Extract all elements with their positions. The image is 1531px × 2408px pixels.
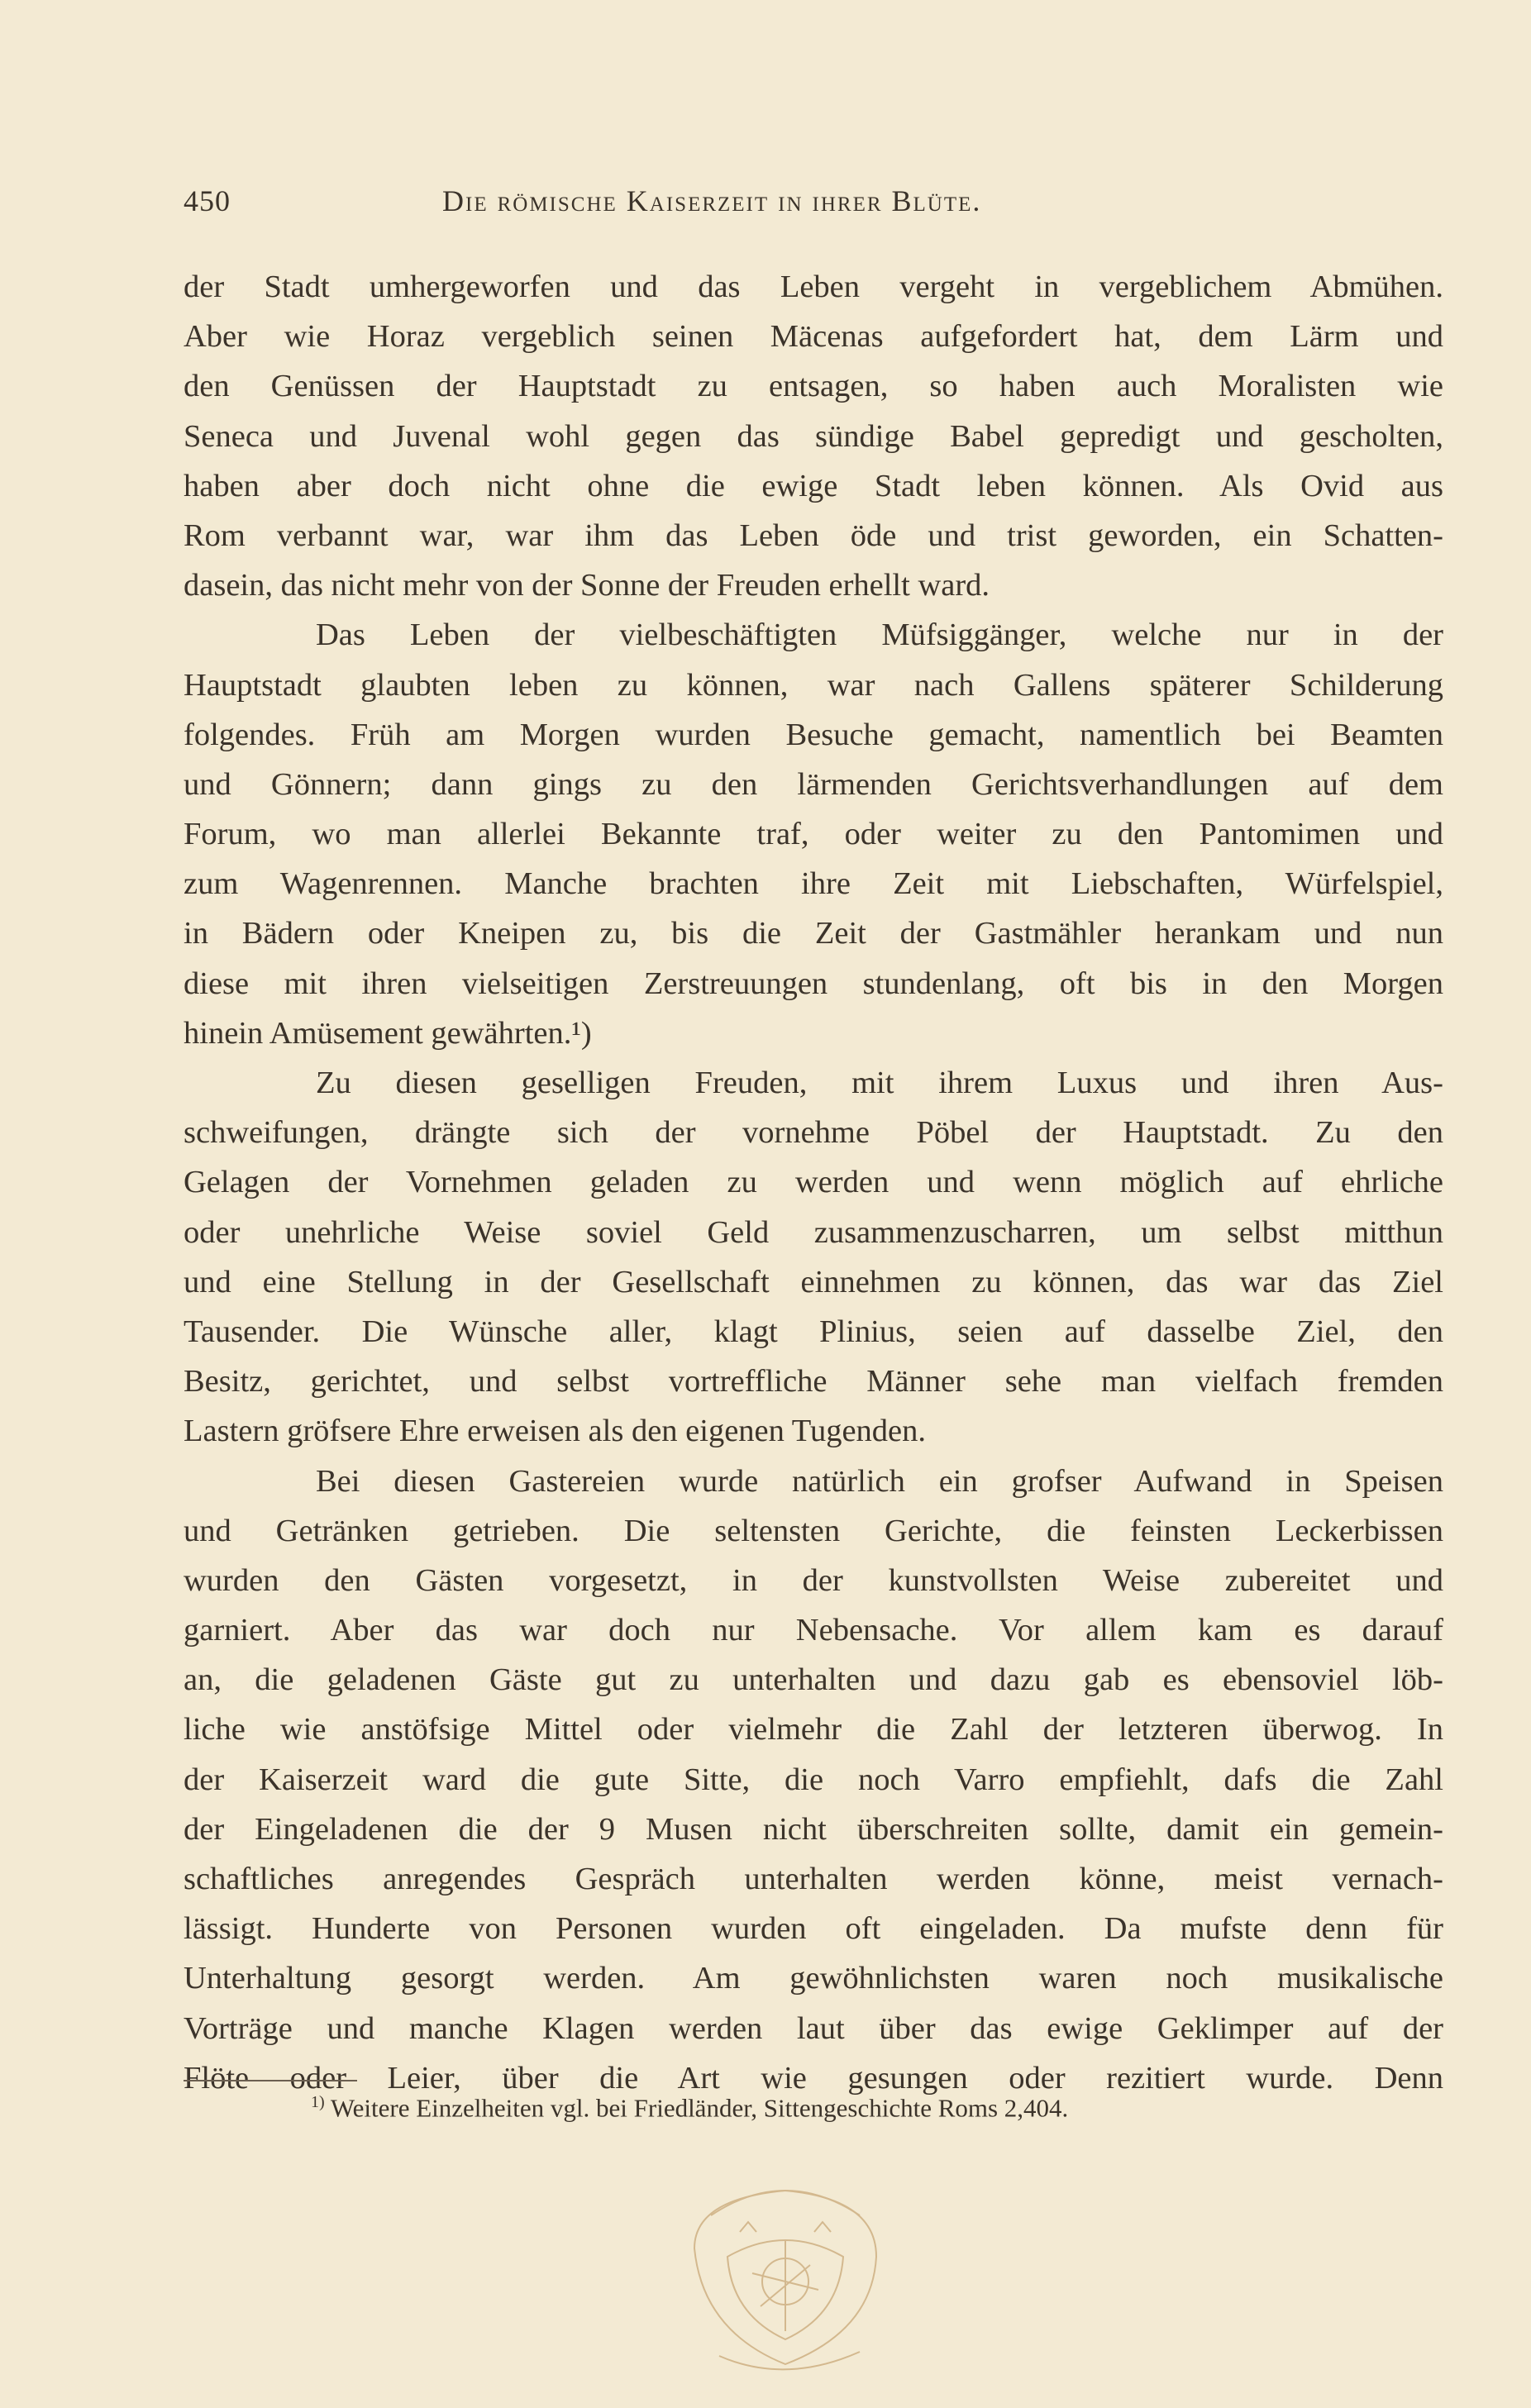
text-line: zum Wagenrennen. Manche brachten ihre Zeit mit Liebschaften, Würfelspiel, [184, 866, 1443, 902]
text-line: Lastern gröfsere Ehre erweisen als den eigenen Tugenden. [184, 1414, 927, 1449]
body-text [184, 262, 1443, 2103]
text-line: Rom verbannt war, war ihm das Leben öde und trist geworden, ein Schatten- [184, 517, 1443, 553]
text-line: garniert. Aber das war doch nur Nebensache. Vor allem kam es darauf [184, 1613, 1443, 1648]
text-line: schweifungen, drängte sich der vornehme Pöbel der Hauptstadt. Zu den [184, 1115, 1443, 1151]
text-line: und Gönnern; dann gings zu den lärmenden Gerichtsverhandlungen auf dem [184, 766, 1443, 802]
text-line: Gelagen der Vornehmen geladen zu werden und wenn möglich auf ehrliche [184, 1165, 1443, 1200]
footnote [311, 2093, 1386, 2123]
text-line: Das Leben der vielbeschäftigten Müfsiggänger, welche nur in der [316, 617, 1443, 653]
text-line: Unterhaltung gesorgt werden. Am gewöhnlichsten waren noch musikalische [184, 1961, 1443, 1996]
footnote-marker: 1) [311, 2093, 325, 2111]
text-line: Bei diesen Gastereien wurde natürlich ein grofser Aufwand in Speisen [316, 1463, 1443, 1499]
text-line: Seneca und Juvenal wohl gegen das sündige Babel gepredigt und gescholten, [184, 418, 1443, 454]
text-line: Zu diesen geselligen Freuden, mit ihrem Luxus und ihren Aus- [316, 1066, 1443, 1100]
footnote-rule [184, 2080, 357, 2081]
text-line: Flöte oder Leier, über die Art wie gesungen oder rezitiert wurde. Denn [184, 2060, 1443, 2096]
text-line: lässigt. Hunderte von Personen wurden oft eingeladen. Da mufste denn für [184, 1911, 1443, 1947]
text-line: liche wie anstöfsige Mittel oder vielmehr die Zahl der letzteren überwog. In [184, 1712, 1443, 1748]
text-line: der Eingeladenen die der 9 Musen nicht überschreiten sollte, damit ein gemein- [184, 1811, 1443, 1847]
text-line: den Genüssen der Hauptstadt zu entsagen, so haben auch Moralisten wie [184, 369, 1443, 404]
footnote-text: Weitere Einzelheiten vgl. bei Friedländer, Sittengeschichte Roms 2,404. [330, 2093, 1069, 2123]
text-line: Forum, wo man allerlei Bekannte traf, oder weiter zu den Pantomimen und [184, 817, 1443, 852]
text-line: in Bädern oder Kneipen zu, bis die Zeit der Gastmähler herankam und nun [184, 916, 1443, 951]
text-line: und Getränken getrieben. Die seltensten Gerichte, die feinsten Leckerbissen [184, 1513, 1443, 1548]
page-number: 450 [184, 184, 231, 217]
text-line: der Stadt umhergeworfen und das Leben vergeht in vergeblichem Abmühen. [184, 269, 1443, 304]
text-line: Tausender. Die Wünsche aller, klagt Plinius, seien auf dasselbe Ziel, den [184, 1314, 1443, 1349]
text-line: Hauptstadt glaubten leben zu können, war nach Gallens späterer Schilderung [184, 667, 1443, 703]
text-line: der Kaiserzeit ward die gute Sitte, die noch Varro empfiehlt, dafs die Zahl [184, 1762, 1443, 1797]
text-line: Aber wie Horaz vergeblich seinen Mäcenas aufgefordert hat, dem Lärm und [184, 319, 1443, 355]
text-line: Besitz, gerichtet, und selbst vortreffliche Männer sehe man vielfach fremden [184, 1364, 1443, 1400]
text-line: folgendes. Früh am Morgen wurden Besuche gemacht, namentlich bei Beamten [184, 717, 1443, 752]
text-line: und eine Stellung in der Gesellschaft einnehmen zu können, das war das Ziel [184, 1264, 1443, 1299]
text-line: haben aber doch nicht ohne die ewige Stadt leben können. Als Ovid aus [184, 468, 1443, 503]
text-line: dasein, das nicht mehr von der Sonne der Freuden erhellt ward. [184, 568, 990, 603]
text-line: an, die geladenen Gäste gut zu unterhalten und dazu gab es ebensoviel löb- [184, 1662, 1443, 1698]
running-title: Die römische Kaiserzeit in ihrer Blüte. [442, 184, 982, 217]
text-line: oder unehrliche Weise soviel Geld zusammenzuscharren, um selbst mitthun [184, 1214, 1443, 1250]
text-line: Vorträge und manche Klagen werden laut über das ewige Geklimper auf der [184, 2010, 1443, 2046]
text-line: hinein Amüsement gewährten.¹) [184, 1015, 592, 1051]
text-line: diese mit ihren vielseitigen Zerstreuungen stundenlang, oft bis in den Morgen [184, 966, 1443, 1001]
text-line: wurden den Gästen vorgesetzt, in der kunstvollsten Weise zubereitet und [184, 1562, 1443, 1598]
library-stamp-icon [661, 2166, 909, 2389]
text-line: schaftliches anregendes Gespräch unterhalten werden könne, meist vernach- [184, 1862, 1443, 1896]
